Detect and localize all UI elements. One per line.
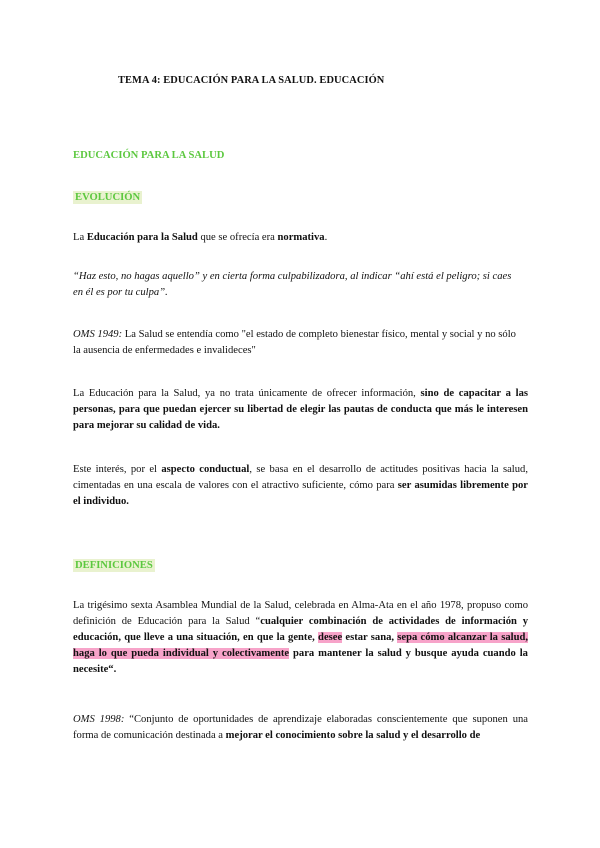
oms-1949-label: OMS 1949: [73, 329, 123, 340]
text-run: , se basa en el desarrollo de actitudes positivas hacia la salud, cimentadas en una escala de valores con el atractivo suficiente, cómo para [73, 464, 528, 492]
definiciones-heading-wrap [73, 558, 528, 574]
bold-text: estar sana, [342, 632, 398, 644]
text-run: La trigésimo sexta Asamblea Mundial de la Salud, celebrada en Alma-Ata en el año 1978, propuso como definición de Educación para la Salud “ [73, 600, 528, 628]
evolucion-heading: EVOLUCIÓN [75, 192, 141, 203]
evolucion-paragraph-1 [73, 230, 528, 246]
highlighted-text: sepa cómo alcanzar la salud, haga lo que pueda individual y colectivamente [73, 632, 528, 660]
evolucion-heading-wrap [73, 190, 528, 206]
text-run: La [73, 232, 87, 243]
oms-1998-label: OMS 1998: [73, 714, 125, 725]
bold-text: “. [108, 664, 117, 676]
bold-text: sino de capacitar a las personas, para que puedan ejercer su libertad de elegir las pautas de conducta que más le interesen para mejorar su calidad de vida. [73, 388, 528, 432]
bold-text: ser asumidas libremente por el individuo. [73, 480, 528, 508]
bold-text: aspecto conductual [161, 464, 250, 475]
text-run: que se ofrecía era [197, 232, 278, 243]
text-run: La Educación para la Salud, ya no trata únicamente de ofrecer información, [73, 388, 421, 399]
text-run: Este interés, por el [73, 464, 162, 475]
oms-1949-paragraph [73, 327, 523, 359]
oms-1998-paragraph [73, 712, 528, 744]
bold-text: normativa [277, 232, 325, 243]
bold-text: para mantener la salud y busque ayuda cuando la necesite [73, 648, 528, 676]
oms-1949-text: La Salud se entendía como "el estado de completo bienestar físico, mental y social y no sólo la ausencia de enfermedades e invalideces" [73, 329, 516, 357]
document-title: TEMA 4: EDUCACIÓN PARA LA SALUD. EDUCACIÓN [118, 75, 385, 86]
evolucion-paragraph-3 [73, 386, 528, 434]
section-heading: EDUCACIÓN PARA LA SALUD [73, 150, 225, 161]
quote-text: “Haz esto, no hagas aquello” y en cierta forma culpabilizadora, al indicar “ahí está el peligro; si caes en él es por tu culpa”. [73, 271, 512, 299]
evolucion-quote [73, 269, 513, 301]
bold-text: mejorar el conocimiento sobre la salud y el desarrollo de [225, 730, 481, 742]
definiciones-paragraph-1 [73, 598, 528, 678]
text-run: “Conjunto de oportunidades de aprendizaje elaboradas conscientemente que suponen una forma de comunicación destinada a [73, 714, 528, 742]
text-run: . [324, 232, 328, 243]
bold-text: Educación para la Salud [86, 232, 198, 243]
definiciones-heading: DEFINICIONES [75, 560, 153, 571]
evolucion-paragraph-4 [73, 462, 528, 510]
highlighted-text: desee [318, 632, 343, 644]
bold-text: cualquier combinación de actividades de información y educación, que lleve a una situación, en que la gente, [73, 616, 528, 644]
